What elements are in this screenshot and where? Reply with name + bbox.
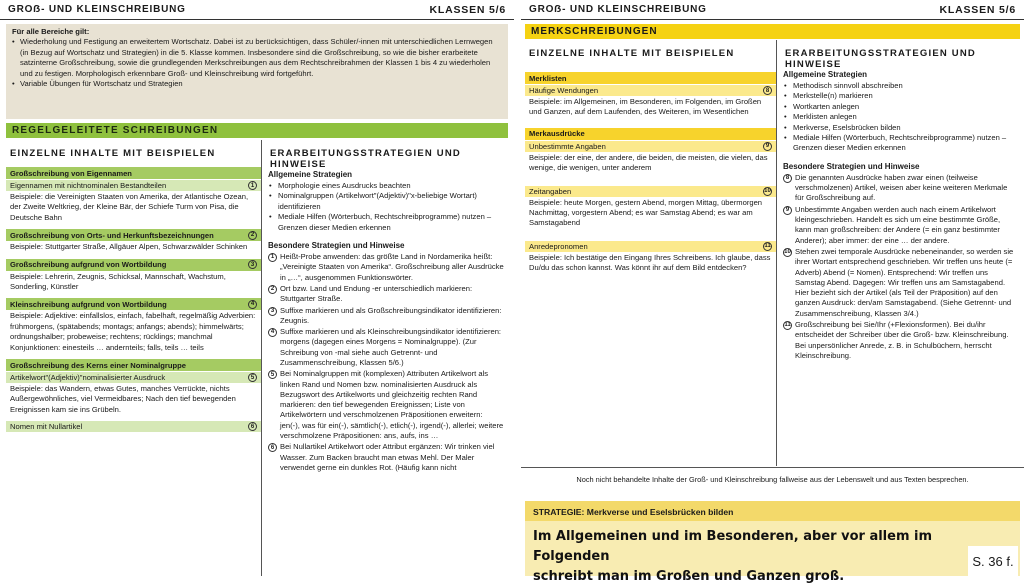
reference-number: 1 xyxy=(248,181,257,190)
section-heading xyxy=(6,229,261,241)
examples-column xyxy=(6,140,262,576)
header-classes: KLASSEN 5/6 xyxy=(939,3,1016,16)
example-text: Beispiele: Lehrerin, Zeugnis, Schicksal, Mannschaft, Wachstum, Sonderling, Künstler xyxy=(10,271,226,292)
subsection-label xyxy=(525,186,776,197)
list-item: • Nominalgruppen (Artikelwort"(Adjektiv)"x-beliebige Wortart) identifizieren xyxy=(268,191,508,212)
list-item: • Merklisten anlegen xyxy=(783,112,1020,122)
reference-number: 6 xyxy=(248,422,257,431)
subsection-title: Unbestimmte Angaben xyxy=(529,141,606,151)
hint-text: Bei Nominalgruppen mit (komplexen) Attributen Artikelwort als linken Rand und Nomen bzw. nominalisierten Ausdruck als Bezugswort des Artikelworts und gleichzeitig rechten Rand markieren: den tief bewegenden Ereignissen; Liste von Artikelwörtern und verschmolzenen Präpositionen erweitern: jen(-), was für ein(-), sämtlich(-), etlich(-), irgend(-), allerlei; weitere verschmolzene Präpositionen: ans, aufs, ins … xyxy=(280,369,504,441)
page-header xyxy=(0,0,514,20)
hint-text: Unbestimmte Angaben werden auch nach einem Artikelwort kleingeschrieben. Handelt es sich um eine bestimmte Größe, kann man großschreiben: der Andere (= ein ganz bestimmter Anderer); aber immer: der eine … der andere. xyxy=(795,204,1001,245)
subsection-title: Nomen mit Nullartikel xyxy=(10,422,83,432)
section-heading xyxy=(525,72,776,84)
section-title: Großschreibung aufgrund von Wortbildung xyxy=(10,260,167,270)
reference-number: 9 xyxy=(763,142,772,151)
list-item xyxy=(268,252,504,283)
list-item xyxy=(783,205,1016,246)
reference-number: 3 xyxy=(268,307,277,316)
subsection-label xyxy=(525,85,776,96)
general-strategies-title: Allgemeine Strategien xyxy=(783,70,868,79)
page-gutter xyxy=(514,0,521,576)
intro-box xyxy=(6,24,508,119)
subsection-title: Zeitangaben xyxy=(529,186,572,196)
section-heading xyxy=(6,359,261,371)
subsection-title: Eigennamen mit nichtnominalen Bestandteilen xyxy=(10,181,167,190)
reference-number: 5 xyxy=(268,370,277,379)
general-strategies-title: Allgemeine Strategien xyxy=(268,170,353,179)
list-item: • Mediale Hilfen (Wörterbuch, Rechtschreibprogramme) nutzen – Grenzen dieser Medien erkennen xyxy=(783,133,1020,154)
hint-text: Stehen zwei temporale Ausdrücke nebeneinander, so werden sie ihrer Wortart entsprechend geschrieben. Wir treffen uns heute (= Adverb) Abend (= Nomen). Entsprechend: Wir treffen uns Samstag Abend. Dagegen: Wir treffen uns am Samstagabend. Hier bezieht sich der Artikel (als Teil der Präposition) auf den ganzen Ausdruck: den/am Samstagabend. (Siehe Getrennt- und Zusammenschreibung, Klassen 3/4.) xyxy=(795,246,1014,318)
intro-bullet: • Wiederholung und Festigung an erweitertem Wortschatz. Dabei ist zu berücksichtigen, dass Schüler/-innen mit unterschiedlichen Lernwegen (in Bezug auf Wortschatz und Strategien) in die 5. Klasse kommen. Insbesondere sind die Großschreibung, so wie die bisher erarbeitete satzinterne Großschreibung, sowie die grundlegenden Merkschreibungen aus dem Rechtschreibrahmen der Klassen 1 bis 4 zu wiederholen und zu festigen. Morphologisch erkennbare Groß- und Kleinschreibung wird fortgeführt. xyxy=(12,37,502,79)
hint-text: Großschreibung bei Sie/Ihr (+Flexionsformen). Bei du/ihr entscheidet der Schreiber über die Groß- bzw. Kleinschreibung. Bei unpersönlicher Anrede, z. B. in Schulbüchern, herrscht Kleinschreibung. xyxy=(795,320,1009,360)
column-title: EINZELNE INHALTE MIT BEISPIELEN xyxy=(10,148,216,159)
list-item xyxy=(783,173,1016,204)
subsection-title: Anredepronomen xyxy=(529,241,588,251)
hint-text: Bei Nullartikel Artikelwort oder Attribut ergänzen: Wir trinken viel Wasser. Zum Backen braucht man etwas Mehl. Der Maler verwendet gerne ein dunkles Rot. (Häufig kann nicht xyxy=(280,442,495,472)
column-title: ERARBEITUNGSSTRATEGIEN UND HINWEISE xyxy=(270,148,461,170)
special-strategies-title: Besondere Strategien und Hinweise xyxy=(783,161,920,171)
section-title: Merkausdrücke xyxy=(529,129,585,139)
reference-number: 8 xyxy=(763,86,772,95)
reference-number: 4 xyxy=(268,328,277,337)
section-heading xyxy=(525,128,776,140)
reference-number: 4 xyxy=(248,300,257,309)
column-title: ERARBEITUNGSSTRATEGIEN UND HINWEISE xyxy=(785,48,976,70)
example-text: Beispiele: im Allgemeinen, im Besonderen, im Folgenden, im Großen und Ganzen, auf dem Laufenden, des Weiteren, im Wesentlichen xyxy=(529,97,762,117)
subsection-title: Artikelwort"(Adjektiv)"nominalisierter Ausdruck xyxy=(10,373,166,383)
section-title: Großschreibung von Eigennamen xyxy=(10,168,132,178)
page-number: S. 36 f. xyxy=(968,546,1018,576)
column-title: EINZELNE INHALTE MIT BEISPIELEN xyxy=(529,48,735,59)
list-item xyxy=(268,306,504,327)
reference-number: 6 xyxy=(268,443,277,452)
content-columns xyxy=(6,140,508,576)
section-bar: MERKSCHREIBUNGEN xyxy=(525,24,1020,39)
example-text: Beispiele: die Vereinigten Staaten von Amerika, der Atlantische Ozean, der Zweite Weltkrieg, der Kleine Bär, der Schiefe Turm von Pisa, die Deutsche Bahn xyxy=(10,192,249,222)
subsection-label xyxy=(6,372,261,383)
intro-list xyxy=(12,37,502,89)
page-header xyxy=(521,0,1024,20)
example-text: Beispiele: Adjektive: einfallslos, einfach, fabelhaft, regelmäßig Adverbien: frühmorgens, (spätabends; montags; anfangs; abends); himmelwärts; ordnungshalber; probeweise; rechtens; rücklings; manchmal Konjunktionen: einesteils … andernteils; falls, teils … teils xyxy=(10,311,256,352)
list-item xyxy=(268,442,504,473)
list-item xyxy=(783,247,1016,319)
strategy-verse-line-2: schreibt man im Großen und Ganzen groß. xyxy=(533,569,845,584)
header-title: GROẞ- UND KLEINSCHREIBUNG xyxy=(8,4,186,15)
section-heading xyxy=(6,167,261,179)
special-strategies-list xyxy=(777,173,1020,361)
subsection-label xyxy=(6,180,261,191)
example-text: Beispiele: der eine, der andere, die beiden, die meisten, die vielen, das wenige, die wenigen, unter anderem xyxy=(529,152,768,173)
list-item: • Wortkarten anlegen xyxy=(783,102,1020,112)
section-heading xyxy=(6,298,261,310)
list-item xyxy=(783,320,1016,361)
example-text: Beispiele: heute Morgen, gestern Abend, morgen Mittag, übermorgen Nachmittag, vorgestern Abend; es war Samstag Abend; es war am Samstagabend xyxy=(529,197,763,228)
special-strategies-list xyxy=(262,252,508,473)
section-title: Großschreibung des Kerns einer Nominalgruppe xyxy=(10,360,186,370)
header-title: GROẞ- UND KLEINSCHREIBUNG xyxy=(529,4,707,15)
list-item: • Merkverse, Eselsbrücken bilden xyxy=(783,123,1020,133)
section-title: Merklisten xyxy=(529,73,567,83)
example-text: Beispiele: Ich bestätige den Eingang Ihres Schreibens. Ich glaube, dass Du/du das schon kannst. Was könnt ihr auf dem Bild entdecken? xyxy=(529,252,771,273)
section-heading xyxy=(6,259,261,271)
list-item xyxy=(268,284,504,305)
special-strategies-title: Besondere Strategien und Hinweise xyxy=(268,241,405,251)
general-strategies-list xyxy=(777,81,1020,154)
strategy-verse-line-1: Im Allgemeinen und im Besonderen, aber vor allem im Folgenden xyxy=(533,529,933,564)
subsection-label xyxy=(525,141,776,152)
hint-text: Heißt-Probe anwenden: das größte Land in Nordamerika heißt: „Vereinigte Staaten von Amerika“. Großschreibung aller Ausdrücke in „…“, ausgenommen Funktionswörter. xyxy=(280,252,504,282)
strategies-column xyxy=(777,40,1020,466)
example-text: Beispiele: das Wandern, etwas Gutes, manches Verrückte, nichts Außergewöhnliches, viel Vermeidbares; Nach den tief bewegenden Ereignissen kam sie ins Grübeln. xyxy=(10,384,236,414)
right-page xyxy=(521,0,1024,584)
reference-number: 9 xyxy=(783,206,792,215)
list-item: • Methodisch sinnvoll abschreiben xyxy=(783,81,1020,91)
reference-number: 1 xyxy=(268,253,277,262)
section-title: Großschreibung von Orts- und Herkunftsbezeichnungen xyxy=(10,230,214,240)
subsection-label xyxy=(6,421,261,432)
hint-text: Suffixe markieren und als Kleinschreibungsindikator identifizieren: morgens (dagegen eines Morgens = Nominalgruppe). (Zur Schreibung von -mal siehe auch Getrennt- und Zusammenschreibung, Klassen 5/6.) xyxy=(280,327,502,367)
hint-text: Suffixe markieren und als Großschreibungsindikator identifizieren: Zeugnis. xyxy=(280,305,502,325)
list-item: • Morphologie eines Ausdrucks beachten xyxy=(268,181,508,191)
list-item: • Mediale Hilfen (Wörterbuch, Rechtschreibprogramme) nutzen – Grenzen dieser Medien erkennen xyxy=(268,212,508,233)
general-strategies-list xyxy=(262,181,508,233)
strategies-column xyxy=(262,140,508,576)
list-item xyxy=(268,327,504,368)
subsection-label xyxy=(525,241,776,252)
reference-number: 8 xyxy=(783,174,792,183)
header-classes: KLASSEN 5/6 xyxy=(429,3,506,16)
reference-number: 11 xyxy=(784,322,791,329)
left-page xyxy=(0,0,514,576)
section-bar: REGELGELEITETE SCHREIBUNGEN xyxy=(6,123,508,138)
section-title: Kleinschreibung aufgrund von Wortbildung xyxy=(10,299,167,309)
example-text: Beispiele: Stuttgarter Straße, Allgäuer Alpen, Schwarzwälder Schinken xyxy=(10,242,248,252)
list-item xyxy=(268,369,504,441)
subsection-title: Häufige Wendungen xyxy=(529,86,599,95)
list-item: • Merkstelle(n) markieren xyxy=(783,91,1020,101)
reference-number: 3 xyxy=(248,260,257,269)
footer-note: Noch nicht behandelte Inhalte der Groß- und Kleinschreibung fallweise aus der Lebenswelt und aus Texten besprechen. xyxy=(521,467,1024,491)
intro-bullet: • Variable Übungen für Wortschatz und Strategien xyxy=(12,79,502,89)
hint-text: Die genannten Ausdrücke haben zwar einen (teilweise verschmolzenen) Artikel, weisen aber keine weiteren Merkmale für Großschreibung auf. xyxy=(795,172,1008,203)
intro-title: Für alle Bereiche gilt: xyxy=(12,27,90,36)
strategy-box xyxy=(525,501,1020,584)
reference-number: 5 xyxy=(248,373,257,382)
examples-column xyxy=(525,40,777,466)
strategy-title: STRATEGIE: Merkverse und Eselsbrücken bilden xyxy=(525,501,1020,521)
reference-number: 11 xyxy=(764,243,771,250)
hint-text: Ort bzw. Land und Endung -er unterschiedlich markieren: Stuttgarter Straße. xyxy=(280,283,473,304)
content-columns xyxy=(525,40,1020,466)
reference-number: 10 xyxy=(764,188,771,195)
reference-number: 2 xyxy=(268,285,277,294)
reference-number: 2 xyxy=(248,231,257,240)
reference-number: 10 xyxy=(784,249,791,256)
